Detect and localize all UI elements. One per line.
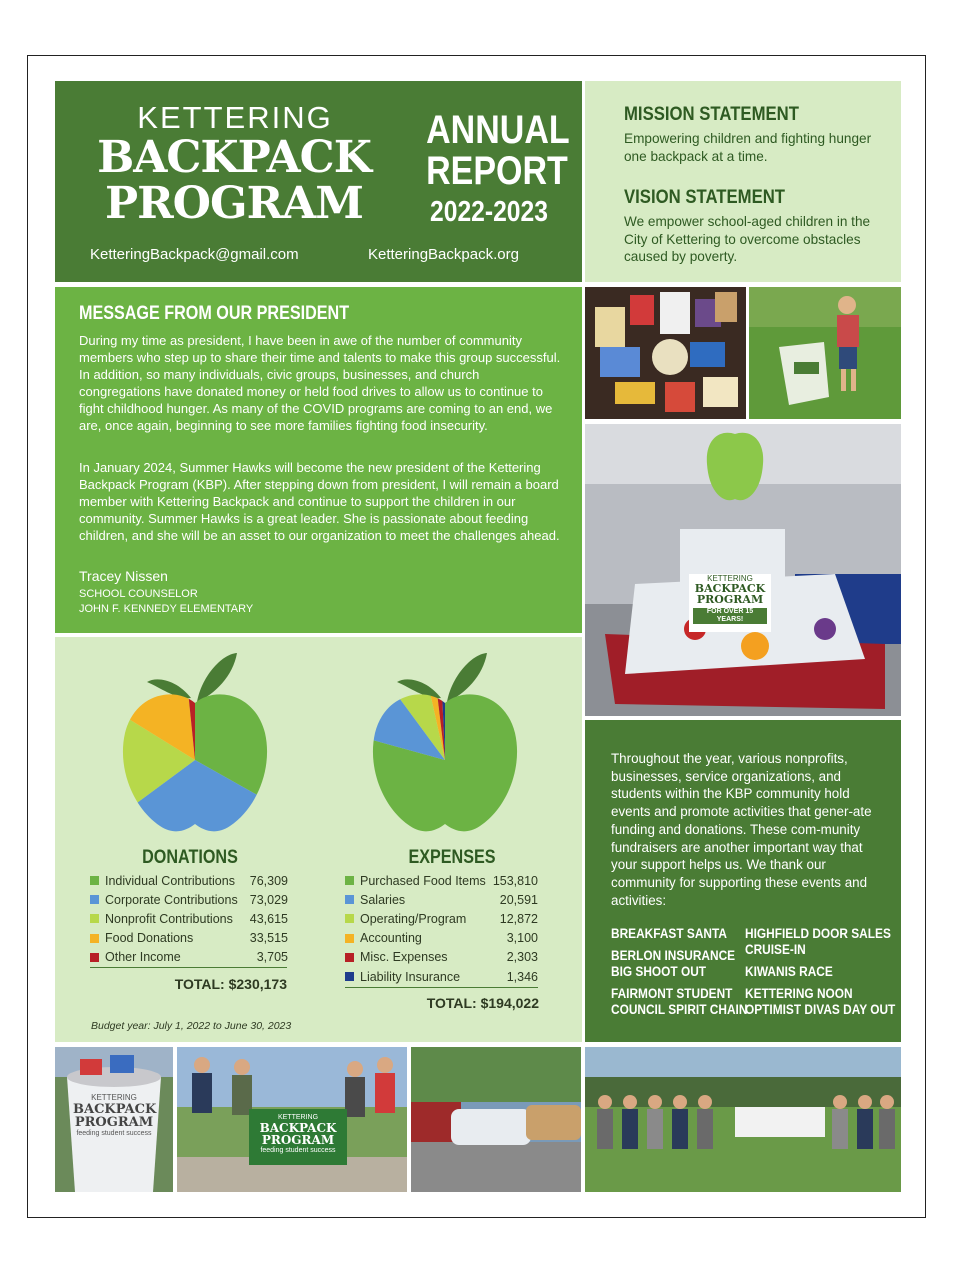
contact-website[interactable]: KetteringBackpack.org <box>368 246 519 263</box>
budget-note: Budget year: July 1, 2022 to June 30, 2023 <box>91 1020 292 1032</box>
expenses-legend-value: 12,872 <box>499 911 538 926</box>
photo-food-items <box>585 287 746 419</box>
expenses-legend-row <box>345 909 538 928</box>
donations-legend-value: 33,515 <box>249 931 288 946</box>
event-item: BERLON INSURANCE <box>611 948 736 963</box>
donations-legend-value: 43,615 <box>249 911 288 926</box>
event-item: BIG SHOOT OUT <box>611 964 707 979</box>
president-title: MESSAGE FROM OUR PRESIDENT <box>79 303 350 324</box>
photo-child-cornhole <box>749 287 901 419</box>
expenses-legend-label: Liability Insurance <box>360 969 461 984</box>
expenses-apple-chart <box>365 648 525 838</box>
president-name: Tracey Nissen <box>79 568 168 584</box>
float-sign-banner: FOR OVER 15 YEARS! <box>693 608 767 624</box>
expenses-legend-row <box>345 967 538 986</box>
bin-label-line2: BACKPACK <box>73 1102 157 1117</box>
donations-apple-chart <box>115 648 275 838</box>
expenses-legend-swatch <box>345 953 354 962</box>
logo-kettering: KETTERING <box>137 100 333 135</box>
expenses-legend-row <box>345 929 538 948</box>
photo-parade-float <box>585 424 901 716</box>
events-list-left <box>611 926 766 1018</box>
photo-group <box>585 1047 901 1192</box>
table-banner-line3: PROGRAM <box>261 1133 335 1147</box>
expenses-legend-value: 3,100 <box>506 931 538 946</box>
expenses-legend-row <box>345 871 538 890</box>
donations-legend-swatch <box>90 914 99 923</box>
bin-label-line3: PROGRAM <box>74 1115 154 1130</box>
photo-cruise-in-cars <box>411 1047 581 1192</box>
bin-label-tagline: feeding student success <box>76 1130 152 1137</box>
donations-title: DONATIONS <box>142 847 238 868</box>
donations-legend-swatch <box>90 953 99 962</box>
donations-legend-label: Corporate Contributions <box>105 892 238 907</box>
donations-legend-row <box>90 929 288 948</box>
donations-total: TOTAL: $230,173 <box>174 976 287 992</box>
expenses-legend-label: Salaries <box>360 892 406 907</box>
donations-legend-label: Other Income <box>105 950 181 965</box>
president-paragraph-2: In January 2024, Summer Hawks will become the new president of the Kettering Backpack Program (KBP). After stepping down from president, I will remain a board member with Kettering Backpack and continue to support the children in our community. Summer Hawks is a great leader. She is passionate about feeding children, and she will be an asset to our organization to meet the challenges ahead. <box>79 460 560 543</box>
donations-legend-label: Nonprofit Contributions <box>105 911 233 926</box>
report-title-line1: ANNUAL <box>426 108 570 152</box>
expenses-legend-row <box>345 890 538 909</box>
report-title <box>426 108 570 193</box>
donations-legend-swatch <box>90 876 99 885</box>
event-item: KETTERING NOON <box>745 986 853 1001</box>
bin-label-line1: KETTERING <box>91 1093 137 1102</box>
donations-legend-label: Individual Contributions <box>105 873 235 888</box>
mission-text: Empowering children and fighting hunger one backpack at a time. <box>624 131 872 164</box>
expenses-legend-swatch <box>345 914 354 923</box>
donations-legend-row <box>90 871 288 890</box>
event-item: OPTIMIST DIVAS DAY OUT <box>745 1002 896 1017</box>
expenses-legend-label: Misc. Expenses <box>360 950 448 965</box>
event-item: FAIRMONT STUDENT <box>611 986 733 1001</box>
expenses-divider <box>345 987 538 988</box>
expenses-title: EXPENSES <box>408 847 496 868</box>
expenses-total: TOTAL: $194,022 <box>426 995 539 1011</box>
donations-legend-value: 76,309 <box>249 873 288 888</box>
event-item: HIGHFIELD DOOR SALES <box>745 926 891 941</box>
mission-title: MISSION STATEMENT <box>624 104 799 125</box>
float-sign <box>689 574 771 632</box>
expenses-legend-swatch <box>345 934 354 943</box>
expenses-legend-swatch <box>345 972 354 981</box>
table-banner <box>249 1109 347 1165</box>
president-role: SCHOOL COUNSELOR <box>79 588 198 600</box>
president-paragraph-1: During my time as president, I have been in awe of the number of community members who step up to share their time and talents to make this group successful. In addition, so many individuals, civic groups, businesses, and church congregations have donated money or held food drives to allow us to continue to fight childhood hunger. As many of the COVID programs are coming to an end, we are, once again, beginning to see more families fighting food insecurity. <box>79 333 561 433</box>
expenses-legend-label: Operating/Program <box>360 911 467 926</box>
photo-donation-bin <box>55 1047 173 1192</box>
expenses-legend <box>345 871 538 991</box>
logo-program: PROGRAM <box>105 178 363 229</box>
float-sign-line1: KETTERING <box>707 574 753 583</box>
report-title-line2: REPORT <box>426 149 568 193</box>
donations-legend-row <box>90 948 288 967</box>
expenses-legend-row <box>345 948 538 967</box>
donations-legend-label: Food Donations <box>105 931 194 946</box>
events-text: Throughout the year, various nonprofits, businesses, service organizations, and students within the KBP community hold events and promote activities that gener-ate funding and donations. These com-munity fundraisers are another important way that your support helps us. We thank our community for supporting these events and activities: <box>611 751 872 908</box>
event-item: COUNCIL SPIRIT CHAIN <box>611 1002 748 1017</box>
donations-legend <box>90 871 288 971</box>
donations-legend-value: 3,705 <box>256 950 288 965</box>
donations-legend-row <box>90 909 288 928</box>
table-banner-tagline: feeding student success <box>260 1147 336 1154</box>
events-list-right <box>745 926 916 1018</box>
donations-legend-swatch <box>90 934 99 943</box>
event-item: BREAKFAST SANTA <box>611 926 727 941</box>
bin-label <box>73 1093 155 1139</box>
expenses-legend-swatch <box>345 876 354 885</box>
table-banner-line1: KETTERING <box>277 1114 319 1121</box>
contact-email[interactable]: KetteringBackpack@gmail.com <box>90 246 299 263</box>
report-year: 2022-2023 <box>430 196 548 228</box>
president-school: JOHN F. KENNEDY ELEMENTARY <box>79 603 254 615</box>
expenses-legend-value: 20,591 <box>499 892 538 907</box>
donations-legend-value: 73,029 <box>249 892 288 907</box>
expenses-legend-label: Accounting <box>360 931 422 946</box>
expenses-legend-label: Purchased Food Items <box>360 873 486 888</box>
donations-divider <box>90 967 287 968</box>
expenses-legend-value: 153,810 <box>492 873 538 888</box>
event-item: KIWANIS RACE <box>745 964 833 979</box>
float-sign-line3: PROGRAM <box>696 593 764 606</box>
expenses-legend-value: 2,303 <box>506 950 538 965</box>
logo-backpack: BACKPACK <box>97 132 371 183</box>
expenses-legend-value: 1,346 <box>506 969 538 984</box>
event-item: CRUISE-IN <box>745 942 806 957</box>
table-banner-line2: BACKPACK <box>259 1121 337 1135</box>
expenses-legend-swatch <box>345 895 354 904</box>
donations-legend-row <box>90 890 288 909</box>
vision-text: We empower school-aged children in the City of Kettering to overcome obstacles caused by poverty. <box>624 214 871 264</box>
donations-legend-swatch <box>90 895 99 904</box>
float-sign-line2: BACKPACK <box>694 582 766 595</box>
photo-volunteers-table <box>177 1047 407 1192</box>
vision-title: VISION STATEMENT <box>624 187 786 208</box>
